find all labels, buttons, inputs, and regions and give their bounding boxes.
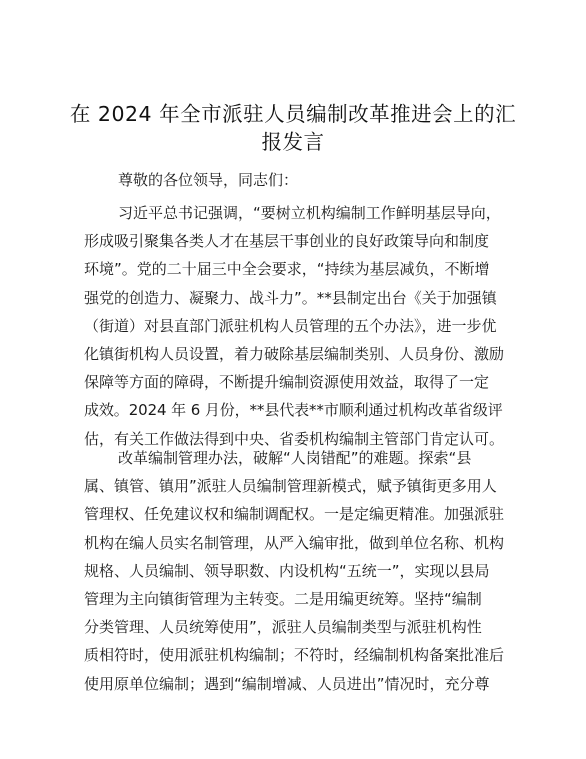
- paragraph-line: 形成吸引聚集各类人才在基层干事创业的良好政策导向和制度: [84, 232, 490, 251]
- paragraph-line: 环境”。党的二十届三中全会要求，“持续为基层减负，不断增: [84, 260, 490, 279]
- paragraph-line: （街道）对县直部门派驻机构人员管理的五个办法》，进一步优: [84, 316, 497, 335]
- paragraph-line: 属、镇管、镇用”派驻人员编制管理新模式，赋予镇街更多用人: [84, 477, 497, 496]
- paragraph-line: 估，有关工作做法得到中央、省委机构编制主管部门肯定认可。: [84, 429, 505, 448]
- title-line: 在 2024 年全市派驻人员编制改革推进会上的汇: [69, 102, 517, 126]
- document-title: [60, 100, 526, 156]
- paragraph-line: 分类管理、人员统筹使用”，派驻人员编制类型与派驻机构性: [84, 618, 482, 637]
- paragraph-reform: [84, 444, 504, 698]
- paragraph-intro: [84, 199, 504, 453]
- paragraph-line: 化镇街机构人员设置，着力破除基层编制类别、人员身份、激励: [84, 344, 505, 363]
- paragraph-line: 规格、人员编制、领导职数、内设机构“五统一”，实现以县局: [84, 561, 490, 580]
- paragraph-line: 强党的创造力、凝聚力、战斗力”。**县制定出台《关于加强镇: [84, 288, 497, 307]
- paragraph-line: 习近平总书记强调，“要树立机构编制工作鲜明基层导向，: [118, 204, 501, 222]
- title-line: 报发言: [261, 130, 325, 155]
- paragraph-line: 机构在编人员实名制管理，从严入编审批，做到单位名称、机构: [84, 533, 505, 552]
- paragraph-line: 改革编制管理办法，破解“人岗错配”的难题。探索“县: [118, 449, 472, 467]
- salutation: 尊敬的各位领导，同志们：: [118, 171, 299, 189]
- paragraph-line: 成效。2024 年 6 月份，**县代表**市顺利通过机构改革省级评: [84, 401, 503, 420]
- paragraph-line: 使用原单位编制；遇到“编制增减、人员进出”情况时，充分尊: [84, 674, 490, 693]
- paragraph-line: 保障等方面的障碍，不断提升编制资源使用效益，取得了一定: [84, 373, 490, 392]
- paragraph-line: 质相符时，使用派驻机构编制；不符时，经编制机构备案批准后: [84, 646, 505, 665]
- paragraph-line: 管理为主向镇街管理为主转变。二是用编更统筹。坚持“编制: [84, 589, 482, 608]
- paragraph-line: 管理权、任免建议权和编制调配权。一是定编更精准。加强派驻: [84, 505, 505, 524]
